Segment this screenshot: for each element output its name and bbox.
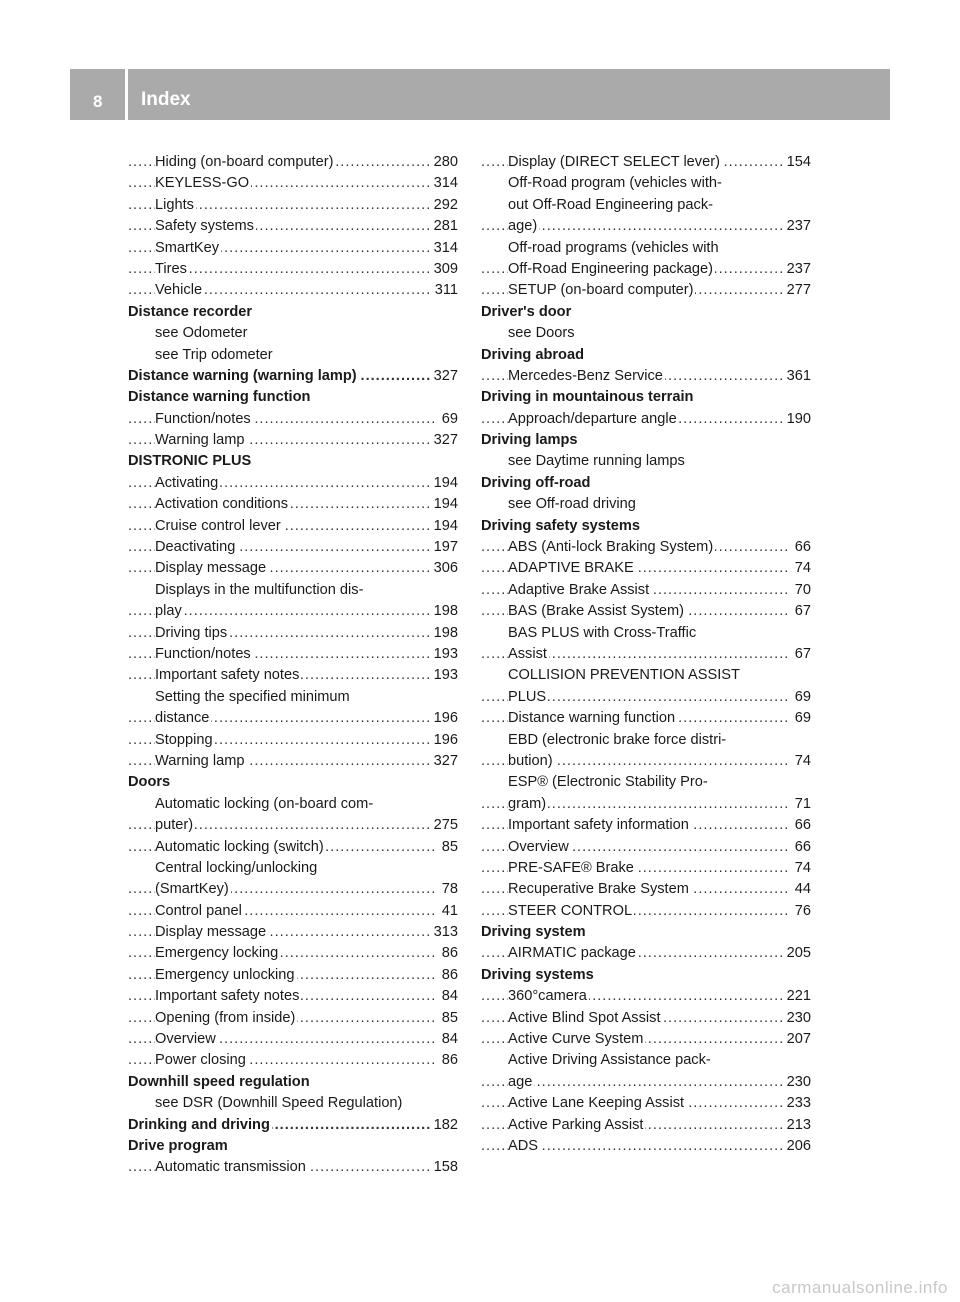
index-entry bbox=[481, 1072, 811, 1093]
entry-label: Driving safety systems bbox=[481, 517, 640, 534]
index-entry bbox=[128, 409, 458, 430]
page-reference: 78 bbox=[439, 879, 458, 900]
page-reference: 207 bbox=[784, 1029, 811, 1050]
entry-label: Display (DIRECT SELECT lever) bbox=[508, 154, 720, 170]
entry-label: play bbox=[155, 603, 182, 620]
page-reference: 69 bbox=[439, 409, 458, 430]
page-reference: 198 bbox=[431, 601, 458, 622]
index-entry bbox=[128, 986, 458, 1007]
page-reference: 76 bbox=[792, 901, 811, 922]
entry-label: Lights bbox=[155, 196, 194, 213]
page-number: 8 bbox=[93, 92, 103, 111]
entry-label: 360°camera bbox=[508, 988, 587, 1005]
index-entry bbox=[481, 259, 811, 280]
page-reference: 327 bbox=[431, 366, 458, 387]
entry-label: Vehicle bbox=[155, 282, 203, 299]
index-entry bbox=[481, 451, 811, 472]
page-reference: 85 bbox=[439, 1008, 458, 1029]
entry-label: Important safety information bbox=[508, 817, 689, 834]
index-heading bbox=[481, 473, 811, 494]
index-entry bbox=[481, 1093, 811, 1114]
page-reference: 74 bbox=[792, 751, 811, 772]
index-entry bbox=[481, 494, 811, 515]
page-reference: 74 bbox=[792, 558, 811, 579]
page-reference: 197 bbox=[431, 537, 458, 558]
index-entry bbox=[128, 323, 458, 344]
index-entry bbox=[481, 366, 811, 387]
index-entry bbox=[128, 516, 458, 537]
page-reference: 158 bbox=[431, 1157, 458, 1178]
page-reference: 71 bbox=[792, 794, 811, 815]
page-reference: 74 bbox=[792, 858, 811, 879]
index-heading bbox=[128, 366, 458, 387]
entry-label: see Off-road driving bbox=[508, 496, 636, 513]
entry-label: Tires bbox=[155, 260, 187, 277]
entry-label: Drinking and driving bbox=[128, 1116, 270, 1133]
index-entry bbox=[128, 238, 458, 259]
entry-label: Function/notes bbox=[155, 410, 251, 427]
entry-label: EBD (electronic brake force distri- bbox=[508, 731, 727, 748]
entry-label: Safety systems bbox=[155, 218, 254, 235]
index-entry bbox=[128, 837, 458, 858]
index-entry bbox=[481, 687, 811, 708]
entry-label: Driving in mountainous terrain bbox=[481, 389, 694, 406]
page-reference: 361 bbox=[784, 366, 811, 387]
entry-label: Off-Road Engineering package) bbox=[508, 260, 713, 277]
entry-label: ADS bbox=[508, 1137, 539, 1154]
entry-label: Display message bbox=[155, 560, 267, 577]
page-reference: 277 bbox=[784, 280, 811, 301]
index-entry bbox=[481, 837, 811, 858]
index-entry bbox=[481, 601, 811, 622]
index-entry bbox=[128, 473, 458, 494]
entry-label: Off-road programs (vehicles with bbox=[508, 239, 719, 256]
entry-label: Cruise control lever bbox=[155, 517, 281, 534]
index-entry bbox=[481, 173, 811, 194]
page-reference: 237 bbox=[784, 216, 811, 237]
entry-label: Driving systems bbox=[481, 966, 594, 983]
index-entry bbox=[128, 687, 458, 708]
index-heading bbox=[481, 922, 811, 943]
page-reference: 67 bbox=[792, 644, 811, 665]
index-entry bbox=[128, 1008, 458, 1029]
entry-label: Distance recorder bbox=[128, 303, 253, 320]
index-entry bbox=[128, 152, 458, 173]
index-entry bbox=[481, 751, 811, 772]
page-reference: 313 bbox=[431, 922, 458, 943]
index-entry bbox=[128, 665, 458, 686]
index-heading bbox=[481, 430, 811, 451]
index-heading bbox=[128, 387, 458, 408]
entry-label: see Odometer bbox=[155, 325, 248, 342]
index-entry bbox=[481, 1136, 811, 1157]
page-reference: 44 bbox=[792, 879, 811, 900]
index-entry bbox=[128, 1050, 458, 1071]
page-reference: 66 bbox=[792, 815, 811, 836]
entry-label: Emergency unlocking bbox=[155, 966, 295, 983]
page-reference: 85 bbox=[439, 837, 458, 858]
entry-label: KEYLESS-GO bbox=[155, 175, 250, 192]
index-heading bbox=[481, 302, 811, 323]
page-reference: 193 bbox=[431, 644, 458, 665]
entry-label: Driver's door bbox=[481, 303, 572, 320]
page-reference: 230 bbox=[784, 1008, 811, 1029]
entry-label: Automatic transmission bbox=[155, 1159, 306, 1176]
index-heading bbox=[481, 965, 811, 986]
entry-label: Automatic locking (switch) bbox=[155, 838, 324, 855]
entry-label: Assist bbox=[508, 645, 547, 662]
page-reference: 221 bbox=[784, 986, 811, 1007]
page-reference: 213 bbox=[784, 1115, 811, 1136]
entry-label: Adaptive Brake Assist bbox=[508, 581, 650, 598]
entry-label: Hiding (on-board computer) bbox=[155, 154, 334, 170]
entry-label: STEER CONTROL bbox=[508, 902, 633, 919]
page-reference: 182 bbox=[431, 1115, 458, 1136]
entry-label: Driving system bbox=[481, 924, 586, 941]
index-entry bbox=[128, 794, 458, 815]
entry-label: Driving lamps bbox=[481, 432, 578, 449]
entry-label: Driving abroad bbox=[481, 346, 584, 363]
page-reference: 327 bbox=[431, 751, 458, 772]
index-entry bbox=[481, 558, 811, 579]
index-entry bbox=[481, 409, 811, 430]
entry-label: Drive program bbox=[128, 1137, 228, 1154]
entry-label: PLUS bbox=[508, 688, 547, 705]
index-entry bbox=[481, 730, 811, 751]
index-entry bbox=[128, 195, 458, 216]
entry-label: ABS (Anti-lock Braking System) bbox=[508, 539, 714, 556]
page-reference: 69 bbox=[792, 687, 811, 708]
entry-label: Automatic locking (on-board com- bbox=[155, 795, 374, 812]
index-entry bbox=[128, 216, 458, 237]
entry-label: Mercedes-Benz Service bbox=[508, 367, 663, 384]
index-entry bbox=[481, 1050, 811, 1071]
index-entry bbox=[481, 772, 811, 793]
entry-label: Activating bbox=[155, 474, 219, 491]
index-entry bbox=[481, 879, 811, 900]
entry-label: Setting the specified minimum bbox=[155, 688, 350, 705]
page-reference: 84 bbox=[439, 1029, 458, 1050]
index-entry bbox=[128, 1029, 458, 1050]
entry-label: Active Parking Assist bbox=[508, 1116, 644, 1133]
index-entry bbox=[481, 323, 811, 344]
entry-label: Warning lamp bbox=[155, 752, 245, 769]
entry-label: Active Driving Assistance pack- bbox=[508, 1052, 711, 1069]
index-entry bbox=[128, 815, 458, 836]
index-entry bbox=[481, 580, 811, 601]
index-entry bbox=[481, 280, 811, 301]
entry-label: BAS (Brake Assist System) bbox=[508, 603, 684, 620]
entry-label: Central locking/unlocking bbox=[155, 859, 318, 876]
entry-label: Off-Road program (vehicles with- bbox=[508, 175, 722, 192]
entry-label: ADAPTIVE BRAKE bbox=[508, 560, 634, 577]
entry-label: Stopping bbox=[155, 731, 213, 748]
page-reference: 306 bbox=[431, 558, 458, 579]
index-entry bbox=[481, 152, 811, 173]
page-reference: 237 bbox=[784, 259, 811, 280]
page-reference: 198 bbox=[431, 623, 458, 644]
entry-label: Driving tips bbox=[155, 624, 228, 641]
entry-label: see DSR (Downhill Speed Regulation) bbox=[155, 1095, 403, 1112]
page-reference: 66 bbox=[792, 837, 811, 858]
index-entry bbox=[128, 751, 458, 772]
index-entry bbox=[128, 601, 458, 622]
page-reference: 154 bbox=[784, 152, 811, 173]
entry-label: Doors bbox=[128, 774, 171, 791]
index-entry bbox=[481, 708, 811, 729]
entry-label: distance bbox=[155, 710, 210, 727]
entry-label: Active Blind Spot Assist bbox=[508, 1009, 661, 1026]
index-entry bbox=[481, 1029, 811, 1050]
index-entry bbox=[481, 943, 811, 964]
index-entry bbox=[481, 815, 811, 836]
entry-label: Distance warning (warning lamp) bbox=[128, 367, 357, 384]
index-entry bbox=[128, 173, 458, 194]
index-entry bbox=[128, 922, 458, 943]
index-heading bbox=[128, 772, 458, 793]
index-heading bbox=[128, 1115, 458, 1136]
index-entry bbox=[481, 858, 811, 879]
index-entry bbox=[128, 494, 458, 515]
page-reference: 314 bbox=[431, 238, 458, 259]
index-entry bbox=[481, 1008, 811, 1029]
watermark: carmanualsonline.info bbox=[772, 1278, 948, 1297]
index-entry bbox=[128, 345, 458, 366]
page-reference: 190 bbox=[784, 409, 811, 430]
entry-label: Power closing bbox=[155, 1052, 246, 1069]
index-entry bbox=[128, 580, 458, 601]
index-entry bbox=[128, 730, 458, 751]
entry-label: PRE-SAFE® Brake bbox=[508, 859, 634, 876]
page-reference: 280 bbox=[431, 152, 458, 173]
page-reference: 84 bbox=[439, 986, 458, 1007]
index-entry bbox=[481, 623, 811, 644]
page-reference: 309 bbox=[431, 259, 458, 280]
index-heading bbox=[128, 1072, 458, 1093]
page-reference: 327 bbox=[431, 430, 458, 451]
entry-label: gram) bbox=[508, 795, 547, 812]
page-reference: 70 bbox=[792, 580, 811, 601]
entry-label: Recuperative Brake System bbox=[508, 881, 689, 898]
entry-label: DISTRONIC PLUS bbox=[128, 453, 252, 470]
entry-label: age) bbox=[508, 218, 538, 235]
page-reference: 206 bbox=[784, 1136, 811, 1157]
page-reference: 196 bbox=[431, 708, 458, 729]
page-reference: 292 bbox=[431, 195, 458, 216]
page-reference: 281 bbox=[431, 216, 458, 237]
entry-label: Distance warning function bbox=[508, 710, 676, 727]
index-entry bbox=[128, 259, 458, 280]
page-reference: 67 bbox=[792, 601, 811, 622]
index-heading bbox=[481, 387, 811, 408]
index-entry bbox=[481, 238, 811, 259]
entry-label: Function/notes bbox=[155, 645, 251, 662]
entry-label: Important safety notes bbox=[155, 667, 300, 684]
index-entry bbox=[128, 623, 458, 644]
index-entry bbox=[481, 1115, 811, 1136]
page-reference: 86 bbox=[439, 1050, 458, 1071]
entry-label: see Daytime running lamps bbox=[508, 453, 685, 470]
index-heading bbox=[128, 1136, 458, 1157]
index-heading bbox=[481, 516, 811, 537]
index-entry bbox=[128, 901, 458, 922]
entry-label: Active Curve System bbox=[508, 1031, 644, 1048]
entry-label: BAS PLUS with Cross-Traffic bbox=[508, 624, 697, 641]
index-heading bbox=[128, 302, 458, 323]
index-column-right bbox=[481, 152, 811, 1157]
entry-label: Approach/departure angle bbox=[508, 410, 677, 427]
index-entry bbox=[481, 665, 811, 686]
entry-label: age bbox=[508, 1073, 533, 1090]
entry-label: Downhill speed regulation bbox=[128, 1073, 310, 1090]
entry-label: Opening (from inside) bbox=[155, 1009, 296, 1026]
entry-label: out Off-Road Engineering pack- bbox=[508, 196, 713, 213]
index-entry bbox=[481, 794, 811, 815]
index-entry bbox=[128, 1093, 458, 1114]
entry-label: Active Lane Keeping Assist bbox=[508, 1095, 685, 1112]
entry-label: Deactivating bbox=[155, 539, 236, 556]
entry-label: Control panel bbox=[155, 902, 242, 919]
page-reference: 233 bbox=[784, 1093, 811, 1114]
section-title: Index bbox=[141, 89, 191, 110]
index-entry bbox=[128, 708, 458, 729]
index-entry bbox=[481, 644, 811, 665]
entry-label: Activation conditions bbox=[155, 496, 289, 513]
page-reference: 275 bbox=[431, 815, 458, 836]
index-entry bbox=[128, 644, 458, 665]
entry-label: COLLISION PREVENTION ASSIST bbox=[508, 667, 740, 684]
page-reference: 193 bbox=[431, 665, 458, 686]
index-heading bbox=[481, 345, 811, 366]
page-reference: 196 bbox=[431, 730, 458, 751]
index-entry bbox=[128, 430, 458, 451]
entry-label: bution) bbox=[508, 752, 553, 769]
page-reference: 194 bbox=[431, 516, 458, 537]
page-reference: 205 bbox=[784, 943, 811, 964]
index-column-left bbox=[128, 152, 458, 1179]
entry-label: Distance warning function bbox=[128, 389, 311, 406]
index-entry bbox=[481, 901, 811, 922]
entry-label: Warning lamp bbox=[155, 432, 245, 449]
page-reference: 66 bbox=[792, 537, 811, 558]
header-divider bbox=[125, 69, 128, 120]
index-entry bbox=[128, 943, 458, 964]
entry-label: Emergency locking bbox=[155, 945, 279, 962]
entry-label: Displays in the multifunction dis- bbox=[155, 581, 364, 598]
entry-label: see Trip odometer bbox=[155, 346, 273, 363]
entry-label: Display message bbox=[155, 924, 267, 941]
index-entry bbox=[481, 216, 811, 237]
index-heading bbox=[128, 451, 458, 472]
entry-label: (SmartKey) bbox=[155, 881, 229, 898]
index-entry bbox=[128, 1157, 458, 1178]
index-entry bbox=[128, 537, 458, 558]
entry-label: Overview bbox=[508, 838, 569, 855]
entry-label: SETUP (on-board computer) bbox=[508, 282, 694, 299]
entry-label: ESP® (Electronic Stability Pro- bbox=[508, 774, 708, 791]
entry-label: puter) bbox=[155, 817, 194, 834]
entry-label: Overview bbox=[155, 1031, 216, 1048]
page-reference: 194 bbox=[431, 494, 458, 515]
page-reference: 86 bbox=[439, 943, 458, 964]
index-entry bbox=[481, 195, 811, 216]
page-header bbox=[70, 69, 890, 120]
page-reference: 41 bbox=[439, 901, 458, 922]
entry-label: SmartKey bbox=[155, 239, 220, 256]
index-entry bbox=[128, 558, 458, 579]
index-entry bbox=[128, 879, 458, 900]
index-entry bbox=[128, 858, 458, 879]
entry-label: Driving off-road bbox=[481, 474, 591, 491]
index-entry bbox=[481, 986, 811, 1007]
index-entry bbox=[128, 965, 458, 986]
page-reference: 311 bbox=[432, 280, 458, 301]
entry-label: Important safety notes bbox=[155, 988, 300, 1005]
index-entry bbox=[128, 280, 458, 301]
entry-label: see Doors bbox=[508, 325, 575, 342]
page-reference: 314 bbox=[431, 173, 458, 194]
page-reference: 86 bbox=[439, 965, 458, 986]
entry-label: AIRMATIC package bbox=[508, 945, 636, 962]
page-reference: 194 bbox=[431, 473, 458, 494]
page-reference: 69 bbox=[792, 708, 811, 729]
page-reference: 230 bbox=[784, 1072, 811, 1093]
index-entry bbox=[481, 537, 811, 558]
